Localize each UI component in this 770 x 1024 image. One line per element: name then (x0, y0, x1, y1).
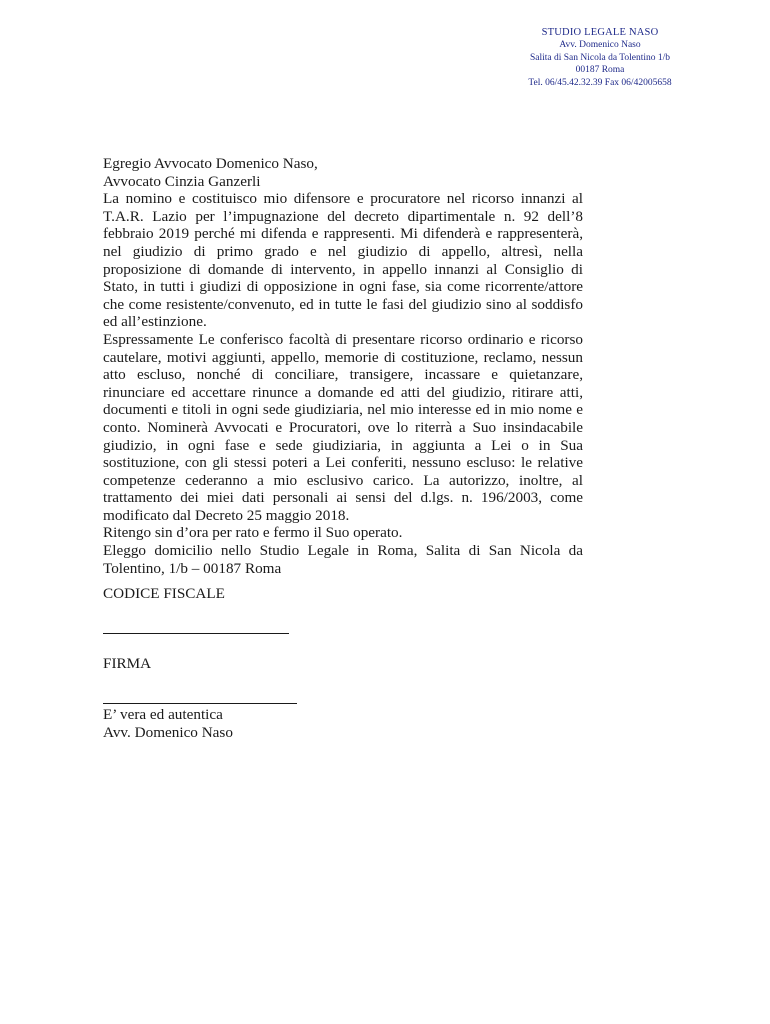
signature-label: FIRMA (103, 655, 152, 672)
firm-contacts: Tel. 06/45.42.32.39 Fax 06/42005658 (528, 77, 672, 88)
ratify-paragraph: Ritengo sin d’ora per rato e fermo il Suo operato. (103, 524, 403, 542)
mandate-paragraph: La nomino e costituisco mio difensore e procuratore nel ricorso innanzi al T.A.R. Lazio per l’impugnazione del decreto dipartimentale n. 92 dell’8 febbraio 2019 perché mi difenda e rappresenti. Mi difenderà e rappresenterà, nel giudizio di primo grado e nel giudizio di appello, altresì, nella proposizione di domande di intervento, in appello innanzi al Consiglio di Stato, in tutti i giudizi di opposizione in ogni fase, sia come ricorrente/attore che come resistente/convenuto, ed in tutte le fasi del giudizio sino al soddisfo ed all’estinzione. (103, 190, 583, 331)
signatory-name: Avv. Domenico Naso (103, 724, 233, 741)
closing-block (103, 706, 233, 742)
authentication-text: E’ vera ed autentica (103, 706, 223, 723)
fiscal-code-label: CODICE FISCALE (103, 585, 225, 602)
letterhead (490, 26, 710, 89)
signature-line[interactable] (103, 703, 297, 704)
letter-body (103, 155, 583, 577)
lawyer-name: Avv. Domenico Naso (559, 40, 641, 50)
firm-name: STUDIO LEGALE NASO (541, 27, 659, 38)
fiscal-code-line[interactable] (103, 633, 289, 634)
salutation-line-2: Avvocato Cinzia Ganzerli (103, 172, 261, 190)
firm-address: Salita di San Nicola da Tolentino 1/b (529, 52, 671, 63)
powers-paragraph: Espressamente Le conferisco facoltà di presentare ricorso ordinario e ricorso cautelare, motivi aggiunti, appello, memorie di costituzione, reclamo, nessun atto escluso, nonché di conciliare, transigere, incassare e quietanzare, rinunciare ed accettare rinunce a domande ed atti del giudizio, ritirare atti, documenti e titoli in ogni sede giudiziaria, nel mio interesse ed in mio nome e conto. Nominerà Avvocati e Procuratori, ove lo riterrà a Suo insindacabile giudizio, in ogni fase e sede giudiziaria, in aggiunta a Lei o in Sua sostituzione, con gli stessi poteri a Lei conferiti, nessuno escluso: le relative competenze cederanno a mio esclusivo carico. La autorizzo, inoltre, al trattamento dei miei dati personali ai sensi del d.lgs. n. 196/2003, come modificato dal Decreto 25 maggio 2018. (103, 330, 583, 524)
salutation-line-1: Egregio Avvocato Domenico Naso, (103, 155, 318, 172)
firm-city: 00187 Roma (575, 65, 625, 75)
domicile-paragraph: Eleggo domicilio nello Studio Legale in Roma, Salita di San Nicola da Tolentino, 1/b – 00187 Roma (103, 542, 583, 577)
